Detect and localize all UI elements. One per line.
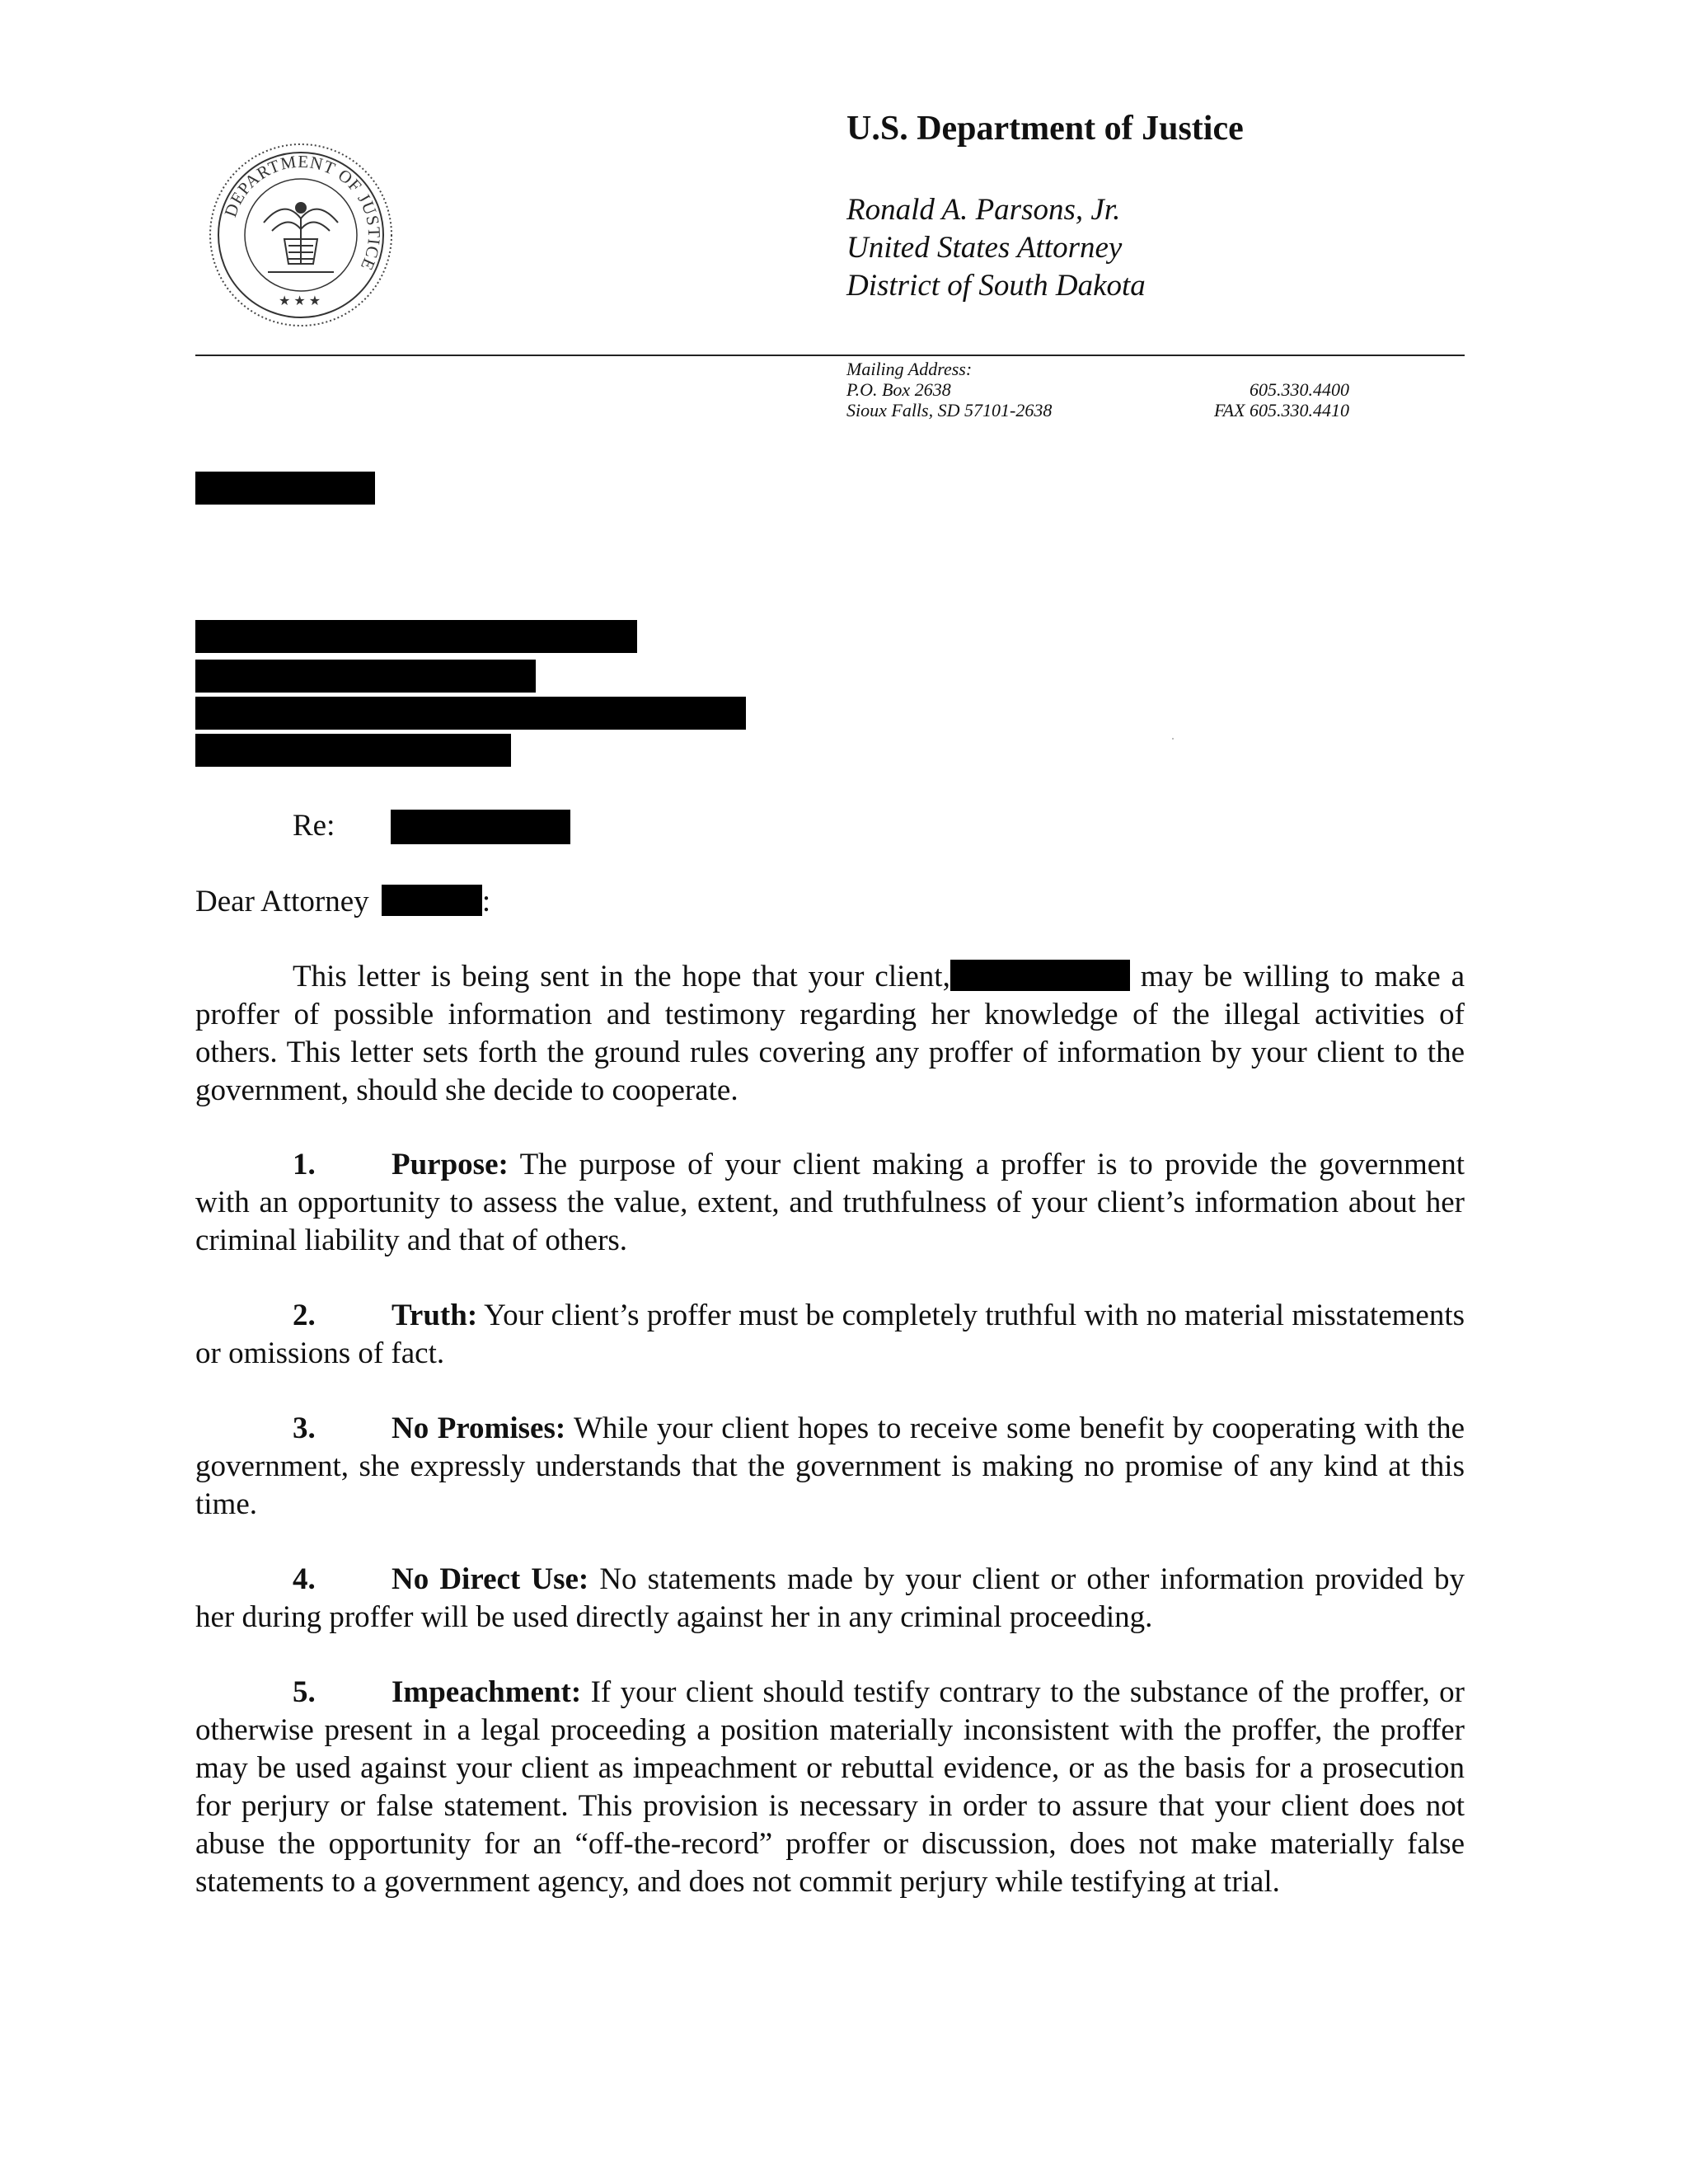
phone-block [1179, 379, 1349, 420]
po-box: P.O. Box 2638 [846, 379, 951, 400]
item-number: 2. [293, 1299, 316, 1332]
item-heading: Truth: [392, 1299, 478, 1332]
redacted-subject [391, 810, 570, 844]
intro-text-after: may be willing to make a proffer of possible information and testimony regarding her knowledge of the illegal activities of others. This letter sets forth the ground rules covering any proffer of information by your client to the government, should she decide to cooperate. [195, 960, 1465, 1107]
mailing-label: Mailing Address: [846, 359, 973, 379]
redacted-recipient-line [195, 620, 637, 653]
svg-text:★ ★ ★: ★ ★ ★ [279, 294, 321, 308]
doj-seal [206, 140, 396, 330]
item-heading: No Direct Use: [392, 1562, 589, 1596]
phone-number: 605.330.4400 [1250, 379, 1349, 400]
item-heading: Impeachment: [392, 1675, 582, 1709]
item-impeachment [195, 1674, 1465, 1901]
intro-text-before: This letter is being sent in the hope that your client, [293, 960, 950, 993]
salutation-suffix: : [481, 885, 491, 918]
item-heading: Purpose: [392, 1148, 509, 1181]
city-line: Sioux Falls, SD 57101-2638 [846, 400, 1053, 420]
item-text: No statements made by your client or other information provided by her during proffer will be used directly against her in any criminal proceeding. [195, 1562, 1465, 1634]
item-text: If your client should testify contrary to the substance of the proffer, or otherwise present in a legal proceeding a position materially inconsistent with the proffer, the proffer may be used against your client as impeachment or rebuttal evidence, or as the basis for a prosecution for perjury or false statement. This provision is necessary in order to assure that your client does not abuse the opportunity for an “off-the-record” proffer or discussion, does not make materially false statements to a government agency, and does not commit perjury while testifying at trial. [195, 1675, 1465, 1899]
intro-paragraph [195, 958, 1465, 1110]
redacted-recipient-line [195, 734, 511, 767]
redacted-recipient-line [195, 697, 746, 730]
mailing-address [846, 359, 1052, 420]
redacted-recipient-line [195, 660, 536, 693]
item-no-direct-use [195, 1561, 1465, 1637]
item-number: 4. [293, 1562, 316, 1596]
item-number: 5. [293, 1675, 316, 1709]
item-no-promises [195, 1410, 1465, 1524]
salutation [195, 884, 490, 919]
doj-seal-icon [206, 140, 396, 330]
item-number: 1. [293, 1148, 316, 1181]
re-label: Re: [293, 809, 335, 843]
item-truth [195, 1297, 1465, 1373]
item-heading: No Promises: [392, 1411, 566, 1445]
header-divider [195, 355, 1465, 356]
item-text: The purpose of your client making a proffer is to provide the government with an opportunity to assess the value, extent, and truthfulness of your client’s information about her criminal liability and that of others. [195, 1148, 1465, 1257]
official-block [846, 191, 1146, 305]
scan-speck [1172, 738, 1174, 740]
salutation-text: Dear Attorney [195, 885, 369, 918]
redacted-client-name [950, 960, 1130, 991]
redacted-attorney-name [382, 885, 482, 916]
official-district: District of South Dakota [846, 269, 1146, 303]
item-purpose [195, 1146, 1465, 1260]
item-text: While your client hopes to receive some benefit by cooperating with the government, she expressly understands that the government is making no promise of any kind at this time. [195, 1411, 1465, 1521]
item-number: 3. [293, 1411, 316, 1445]
item-text: Your client’s proffer must be completely truthful with no material misstatements or omissions of fact. [195, 1299, 1465, 1370]
redacted-date [195, 472, 375, 505]
seal-ring-text: DEPARTMENT OF JUSTICE [220, 151, 385, 275]
official-title: United States Attorney [846, 231, 1123, 265]
official-name: Ronald A. Parsons, Jr. [846, 193, 1121, 227]
fax-number: FAX 605.330.4410 [1214, 400, 1349, 420]
department-name: U.S. Department of Justice [846, 110, 1244, 148]
